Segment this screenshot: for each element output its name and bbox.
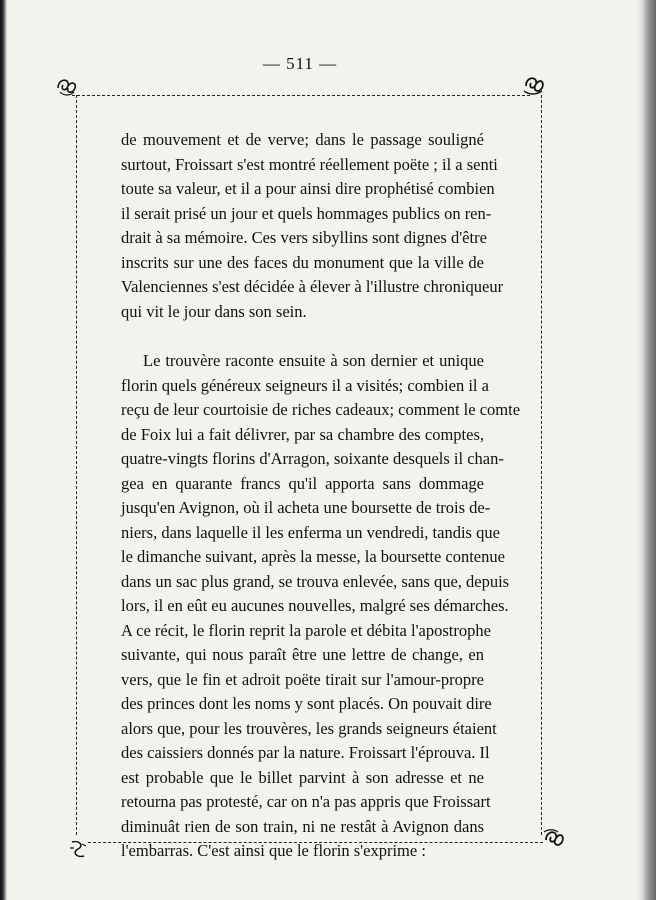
text-line: l'embarras. C'est ainsi que le florin s'exprime : (121, 841, 426, 860)
ornament-bottom-left-icon (66, 836, 92, 862)
text-line: inscrits sur une des faces du monument que la ville de (121, 252, 484, 272)
text-line: vers, que le fin et adroit poëte tirait sur l'amour-propre (121, 669, 484, 689)
ornament-bottom-right-icon (540, 826, 566, 852)
text-line: Valenciennes s'est décidée à élever à l'illustre chroniqueur (121, 277, 504, 296)
text-line: florin quels généreux seigneurs il a visités; combien il a (121, 375, 489, 395)
text-line: des princes dont les noms y sont placés. On pouvait dire (121, 694, 492, 713)
page-edge-left (0, 0, 7, 900)
frame-left-border (76, 95, 77, 835)
text-line: surtout, Froissart s'est montré réellement poëte ; il a senti (121, 154, 498, 174)
paragraph-1 (121, 128, 504, 324)
text-line: suivante, qui nous paraît être une lettre de change, en (121, 645, 484, 664)
text-line: Le trouvère raconte ensuite à son dernier et unique (143, 351, 484, 370)
text-line: diminuât rien de son train, ni ne restât à Avignon dans (121, 816, 484, 836)
text-line: drait à sa mémoire. Ces vers sibyllins sont dignes d'être (121, 228, 487, 247)
frame-top-border (72, 95, 530, 96)
text-line: des caissiers donnés par la nature. Froissart l'éprouva. Il (121, 743, 490, 762)
text-line: retourna pas protesté, car on n'a pas appris que Froissart (121, 792, 491, 811)
page-edge-right (636, 0, 656, 900)
paragraph-gap (121, 324, 484, 349)
text-line: quatre-vingts florins d'Arragon, soixante desquels il chan- (121, 449, 504, 468)
text-line: A ce récit, le florin reprit la parole et débita l'apostrophe (121, 620, 491, 640)
text-line: le dimanche suivant, après la messe, la boursette contenue (121, 547, 505, 566)
text-line: toute sa valeur, et il a pour ainsi dire prophétisé combien (121, 179, 495, 198)
page-number: — 511 — (262, 54, 338, 73)
text-line: alors que, pour les trouvères, les grands seigneurs étaient (121, 718, 497, 738)
text-line: reçu de leur courtoisie de riches cadeaux; comment le comte (121, 400, 521, 419)
text-line: gea en quarante francs qu'il apporta sans dommage (121, 473, 484, 493)
body-text (121, 128, 521, 864)
paragraph-2 (121, 349, 521, 864)
text-line: de mouvement et de verve; dans le passage souligné (121, 130, 484, 149)
text-line: niers, dans laquelle il les enferma un vendredi, tandis que (121, 522, 500, 542)
text-line: il serait prisé un jour et quels hommages publics on ren- (121, 203, 492, 223)
frame-right-border (541, 95, 542, 835)
text-line: qui vit le jour dans son sein. (121, 301, 307, 321)
text-line: lors, il en eût eu aucunes nouvelles, malgré ses démarches. (121, 596, 509, 615)
text-line: dans un sac plus grand, se trouva enlevée, sans que, depuis (121, 571, 510, 591)
ornament-top-left-icon (54, 74, 80, 100)
text-line: est probable que le billet parvint à son adresse et ne (121, 767, 484, 787)
text-line: jusqu'en Avignon, où il acheta une boursette de trois de- (121, 498, 491, 517)
ornament-top-right-icon (520, 72, 546, 98)
text-line: de Foix lui a fait délivrer, par sa chambre des comptes, (121, 424, 484, 444)
